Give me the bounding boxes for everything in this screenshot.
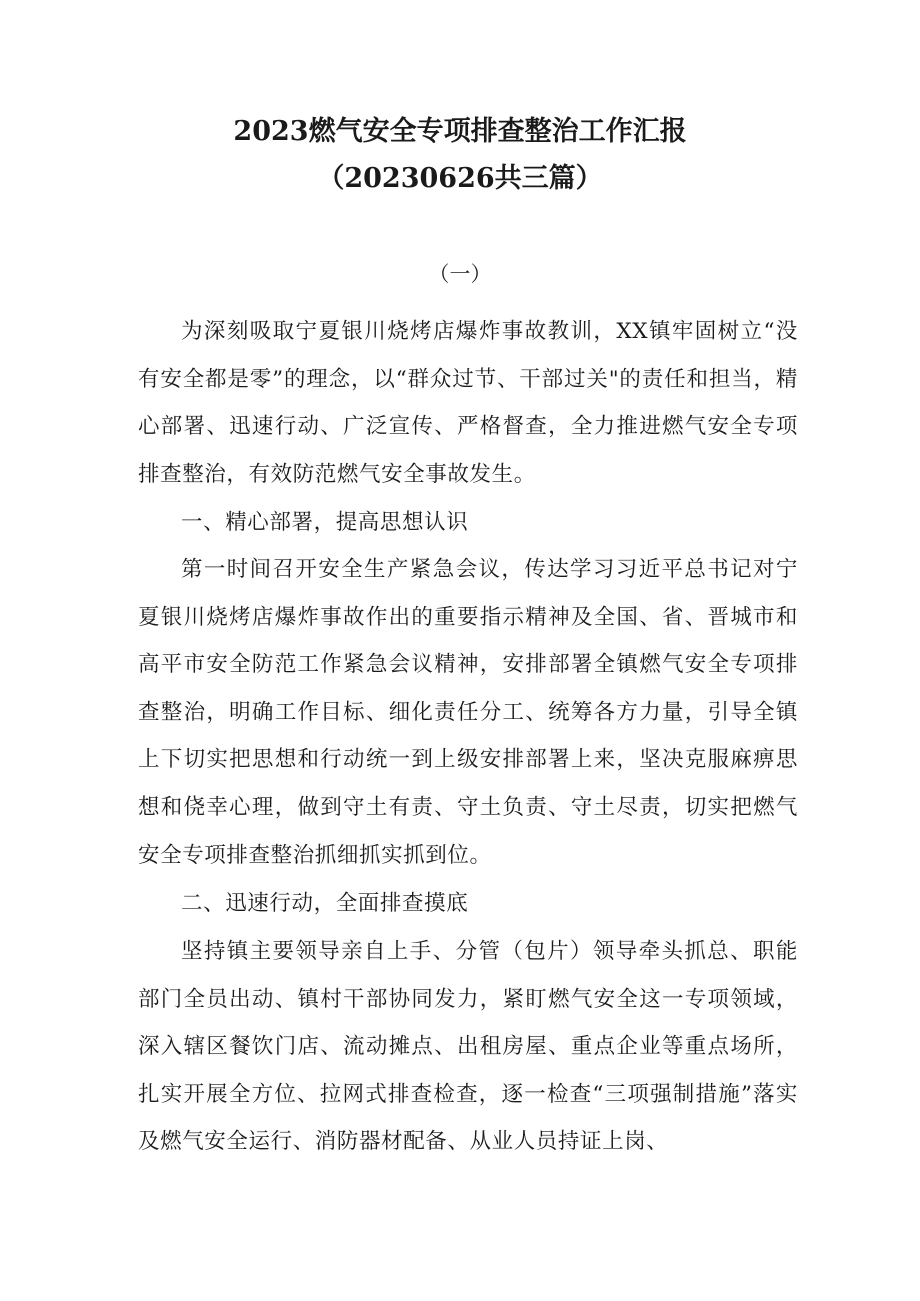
document-title: 2023燃气安全专项排查整治工作汇报 bbox=[233, 116, 687, 147]
section-heading-1: 一、精心部署，提高思想认识 bbox=[181, 510, 469, 535]
document-subtitle: （20230626共三篇） bbox=[317, 163, 603, 194]
section-number: （一） bbox=[428, 262, 492, 286]
intro-paragraph: 为深刻吸取宁夏银川烧烤店爆炸事故教训，XX镇牢固树立“没有安全都是零”的理念，以“群众过节、干部过关"的责任和担当，精心部署、迅速行动、广泛宣传、严格督查，全力推进燃气安全专项排查整治，有效防范燃气安全事故发生。 bbox=[138, 319, 798, 487]
body-paragraph-1: 第一时间召开安全生产紧急会议，传达学习习近平总书记对宁夏银川烧烤店爆炸事故作出的重要指示精神及全国、省、晋城市和高平市安全防范工作紧急会议精神，安排部署全镇燃气安全专项排查整治，明确工作目标、细化责任分工、统筹各方力量，引导全镇上下切实把思想和行动统一到上级安排部署上来，坚决克服麻痹思想和侥幸心理，做到守土有责、守土负责、守土尽责，切实把燃气安全专项排查整治抓细抓实抓到位。 bbox=[138, 557, 798, 868]
body-paragraph-2: 坚持镇主要领导亲自上手、分管（包片）领导牵头抓总、职能部门全员出动、镇村干部协同发力，紧盯燃气安全这一专项领域，深入辖区餐饮门店、流动摊点、出租房屋、重点企业等重点场所，扎实开展全方位、拉网式排查检查，逐一检查“三项强制措施”落实及燃气安全运行、消防器材配备、从业人员持证上岗、 bbox=[138, 939, 798, 1155]
section-heading-2: 二、迅速行动，全面排查摸底 bbox=[181, 891, 469, 916]
